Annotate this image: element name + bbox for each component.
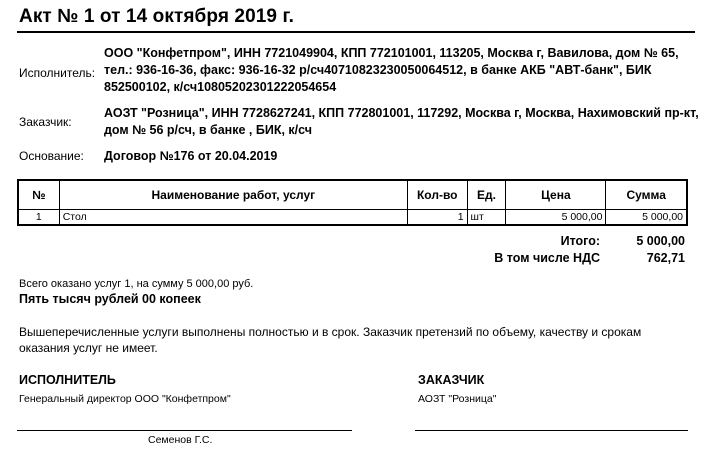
- customer-label: Заказчик:: [19, 115, 72, 129]
- customer-signature-subtitle: АОЗТ "Розница": [418, 393, 497, 405]
- table-row: [18, 210, 687, 226]
- vat-row: [385, 251, 685, 268]
- col-sum: Сумма: [606, 180, 687, 210]
- vat-label: В том числе НДС: [494, 251, 600, 265]
- summary-line: Всего оказано услуг 1, на сумму 5 000,00 руб.: [19, 278, 254, 290]
- customer-signature-line: [415, 430, 688, 431]
- customer-details: АОЗТ "Розница", ИНН 7728627241, КПП 772801001, 117292, Москва г, Москва, Нахимовский пр-кт, дом № 56 р/сч, в банке , БИК, к/сч: [104, 106, 699, 137]
- total-label: Итого:: [560, 234, 600, 248]
- executor-signature-name: Семенов Г.С.: [148, 434, 213, 446]
- document-title: Акт № 1 от 14 октября 2019 г.: [19, 6, 294, 27]
- executor-signature-line: [17, 430, 352, 431]
- cell-number: 1: [18, 210, 59, 226]
- services-table: [17, 179, 688, 226]
- col-unit: Ед.: [467, 180, 506, 210]
- table-header-row: [18, 180, 687, 210]
- customer-signature-heading: ЗАКАЗЧИК: [418, 373, 485, 387]
- executor-details: ООО "Конфетпром", ИНН 7721049904, КПП 772101001, 113205, Москва г, Вавилова, дом № 65, тел.: 936-16-36, факс: 936-16-32 р/сч40710823230050064512, в банке АКБ "АВТ-банк", БИК 852500102, к/сч10805202301222054654: [104, 46, 679, 94]
- col-number: №: [18, 180, 59, 210]
- cell-name: Стол: [59, 210, 407, 226]
- completion-note: Вышеперечисленные услуги выполнены полностью и в срок. Заказчик претензий по объему, качеству и срокам оказания услуг не имеет.: [19, 325, 642, 355]
- executor-label: Исполнитель:: [19, 66, 96, 80]
- col-name: Наименование работ, услуг: [59, 180, 407, 210]
- cell-unit: шт: [467, 210, 506, 226]
- total-row: [385, 234, 685, 251]
- cell-sum: 5 000,00: [606, 210, 687, 226]
- basis-value: Договор №176 от 20.04.2019: [104, 149, 278, 163]
- cell-price: 5 000,00: [506, 210, 606, 226]
- col-price: Цена: [506, 180, 606, 210]
- vat-value: 762,71: [646, 251, 685, 265]
- col-qty: Кол-во: [407, 180, 467, 210]
- summary-in-words: Пять тысяч рублей 00 копеек: [19, 292, 201, 306]
- basis-label: Основание:: [19, 149, 84, 163]
- cell-qty: 1: [407, 210, 467, 226]
- title-underline: [17, 31, 695, 33]
- executor-signature-subtitle: Генеральный директор ООО "Конфетпром": [19, 393, 231, 405]
- total-value: 5 000,00: [636, 234, 685, 248]
- executor-signature-heading: ИСПОЛНИТЕЛЬ: [19, 373, 116, 387]
